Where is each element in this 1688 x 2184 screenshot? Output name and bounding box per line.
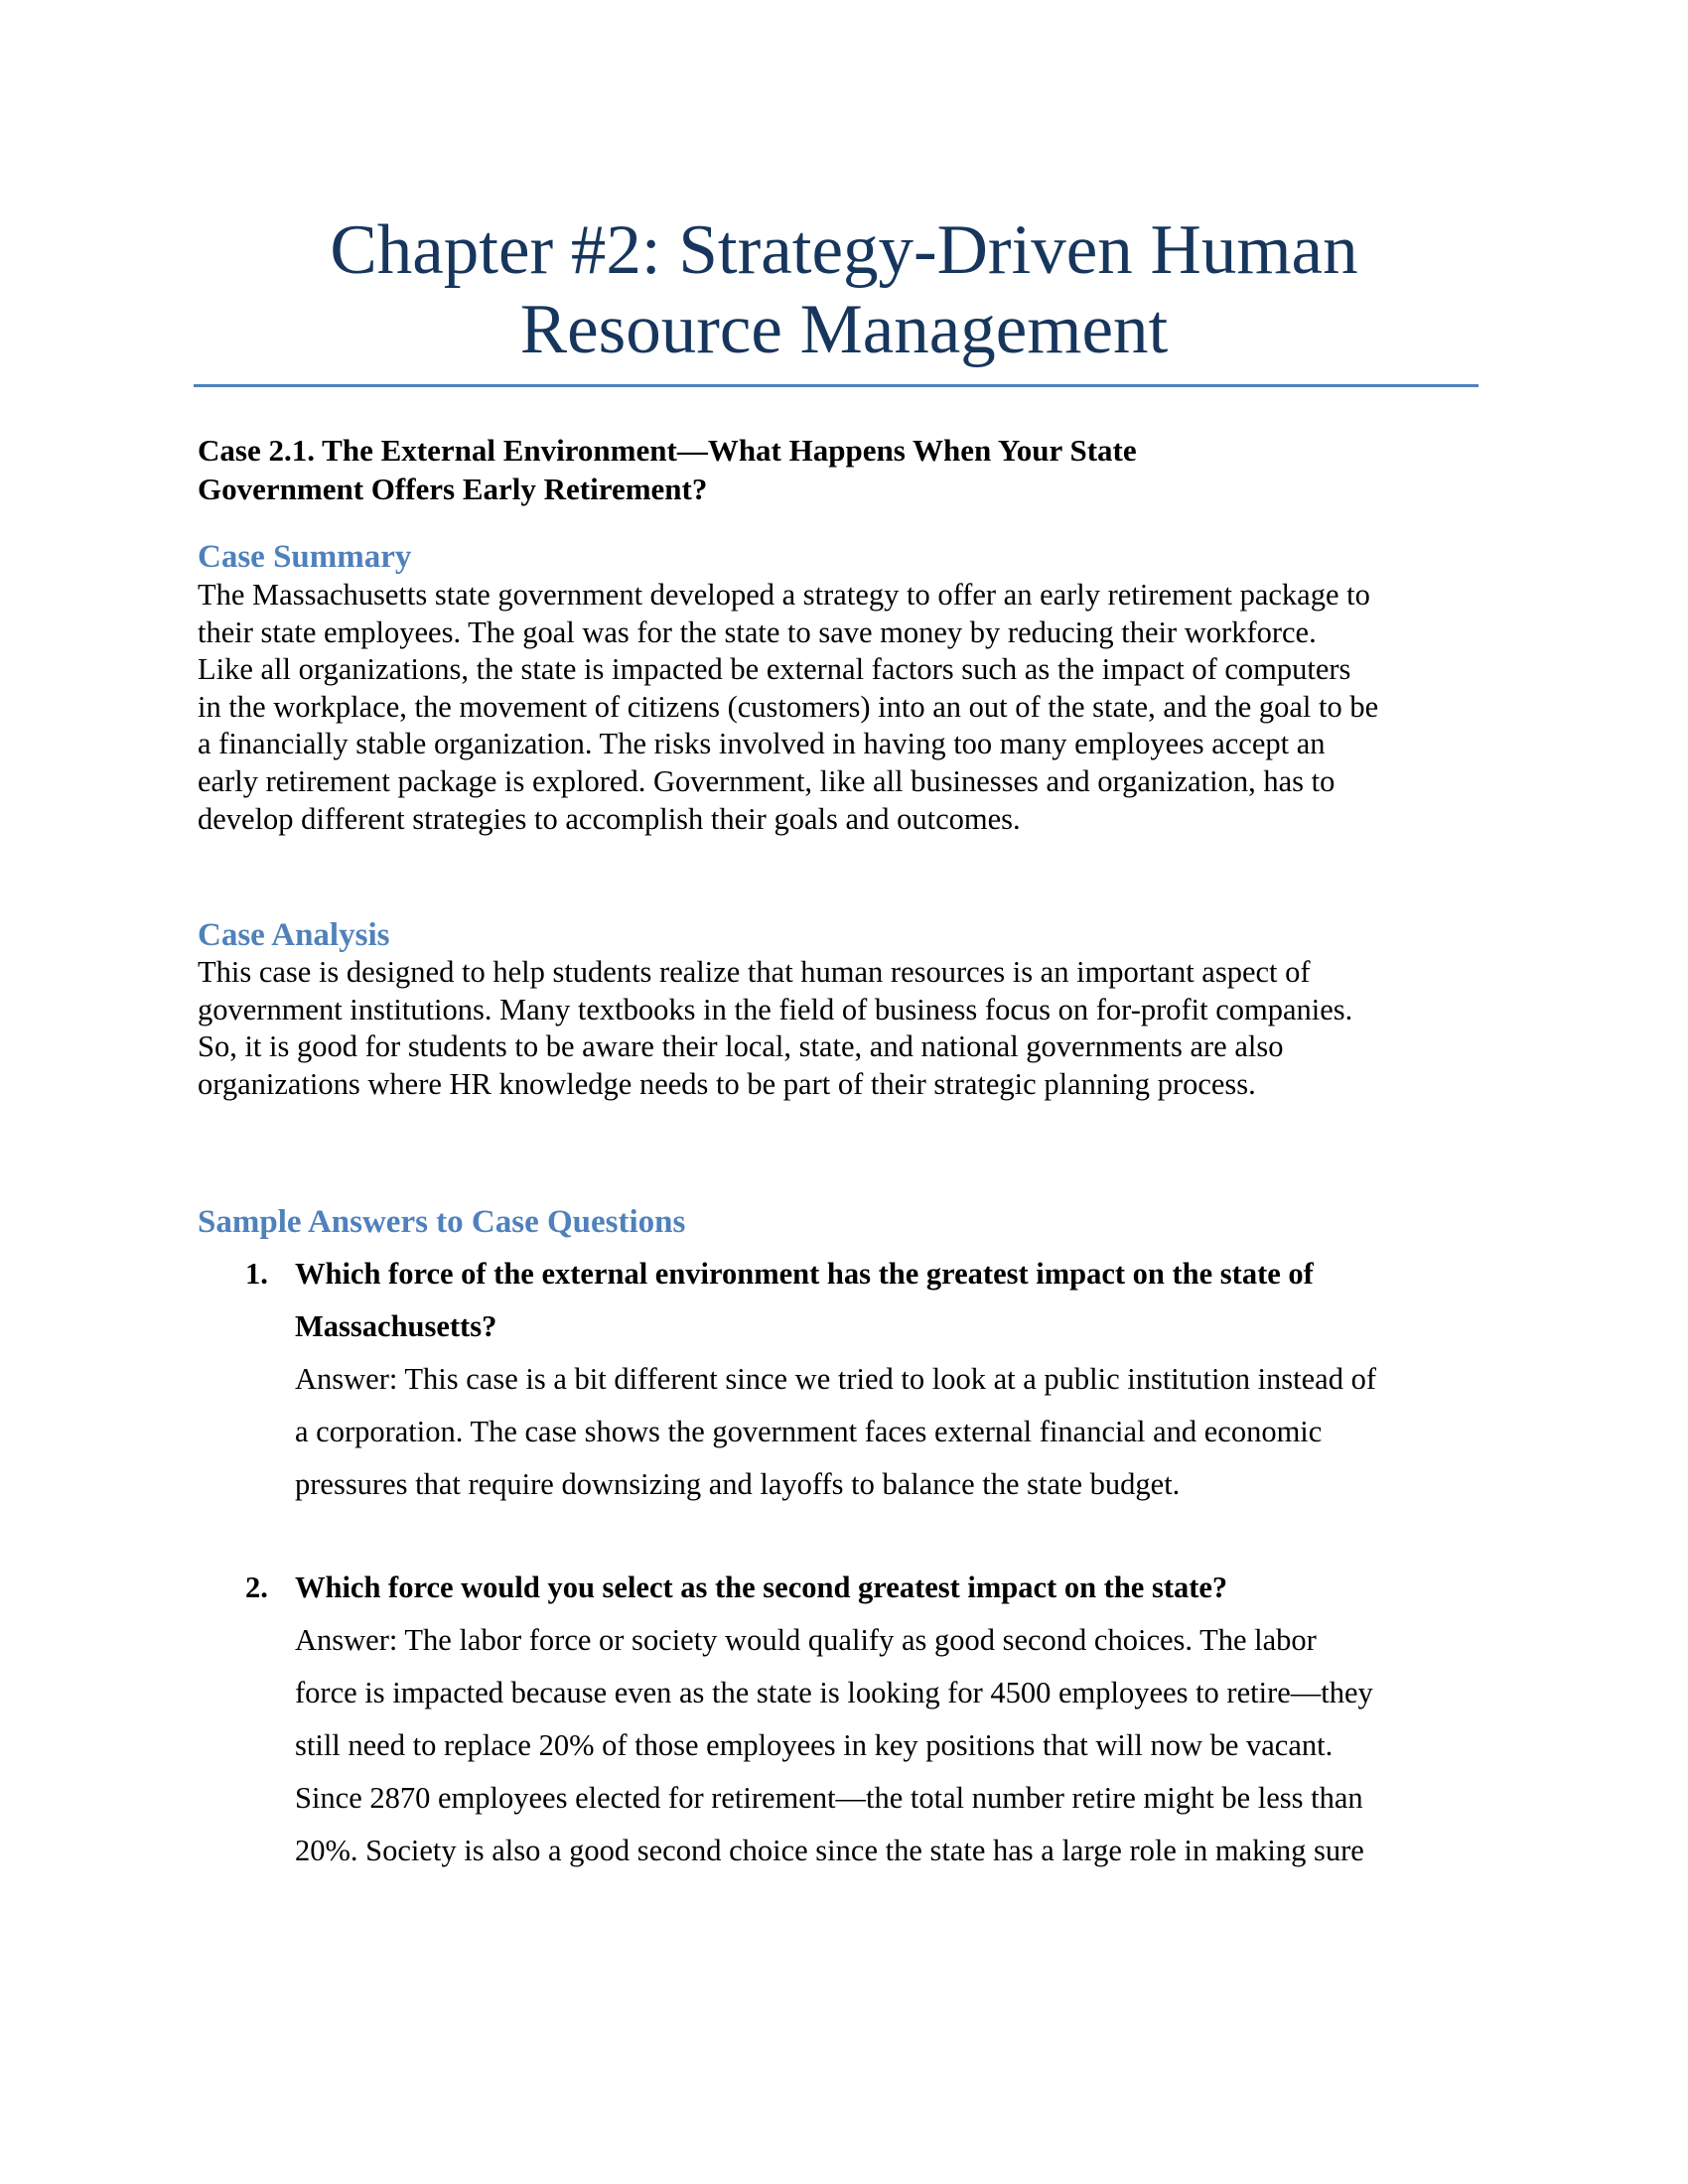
answer-line: Answer: The labor force or society would qualify as good second choices. The labor [295,1623,1317,1657]
case-title-line: Case 2.1. The External Environment—What Happens When Your State [198,433,1137,468]
question-item [198,1248,1376,1511]
question-text: Which force of the external environment has the greatest impact on the state of [295,1257,1314,1291]
text-line: early retirement package is explored. Government, like all businesses and organization, has to [198,763,1336,798]
text-line: So, it is good for students to be aware their local, state, and national governments are also [198,1029,1284,1064]
case-analysis-heading: Case Analysis [198,917,390,953]
text-line: Like all organizations, the state is impacted be external factors such as the impact of computers [198,652,1351,687]
case-title-line: Government Offers Early Retirement? [198,472,708,506]
answer-line: pressures that require downsizing and layoffs to balance the state budget. [295,1467,1181,1501]
text-line: The Massachusetts state government developed a strategy to offer an early retirement package to [198,578,1370,612]
question-text: Massachusetts? [295,1309,497,1343]
case-summary-heading: Case Summary [198,539,412,575]
question-number: 2. [245,1570,268,1604]
text-line: develop different strategies to accomplish their goals and outcomes. [198,801,1021,836]
chapter-title [0,210,1688,369]
question-text: Which force would you select as the second greatest impact on the state? [295,1570,1228,1604]
answer-line: 20%. Society is also a good second choice since the state has a large role in making sure [295,1834,1364,1867]
title-divider [194,384,1478,387]
question-number: 1. [245,1257,268,1291]
text-line: This case is designed to help students realize that human resources is an important aspect of [198,955,1311,989]
answer-line: force is impacted because even as the state is looking for 4500 employees to retire—they [295,1676,1373,1709]
case-analysis-text [198,954,1352,1103]
answer-line: still need to replace 20% of those employees in key positions that will now be vacant. [295,1728,1334,1762]
text-line: organizations where HR knowledge needs to be part of their strategic planning process. [198,1066,1256,1101]
text-line: their state employees. The goal was for the state to save money by reducing their workforce. [198,614,1317,649]
text-line: government institutions. Many textbooks in the field of business focus on for-profit companies. [198,992,1353,1026]
answer-line: a corporation. The case shows the government faces external financial and economic [295,1415,1323,1448]
case-title [198,431,1137,508]
case-summary-text [198,577,1378,838]
answer-line: Since 2870 employees elected for retirement—the total number retire might be less than [295,1781,1363,1815]
questions-list [198,1248,1376,1877]
chapter-title-line: Chapter #2: Strategy-Driven Human [330,211,1358,289]
answer-line: Answer: This case is a bit different since we tried to look at a public institution instead of [295,1362,1377,1396]
sample-answers-heading: Sample Answers to Case Questions [198,1204,686,1240]
text-line: in the workplace, the movement of citizens (customers) into an out of the state, and the goal to be [198,689,1379,724]
text-line: a financially stable organization. The risks involved in having too many employees accept an [198,727,1326,761]
question-item [198,1562,1376,1877]
chapter-title-line: Resource Management [519,291,1169,368]
